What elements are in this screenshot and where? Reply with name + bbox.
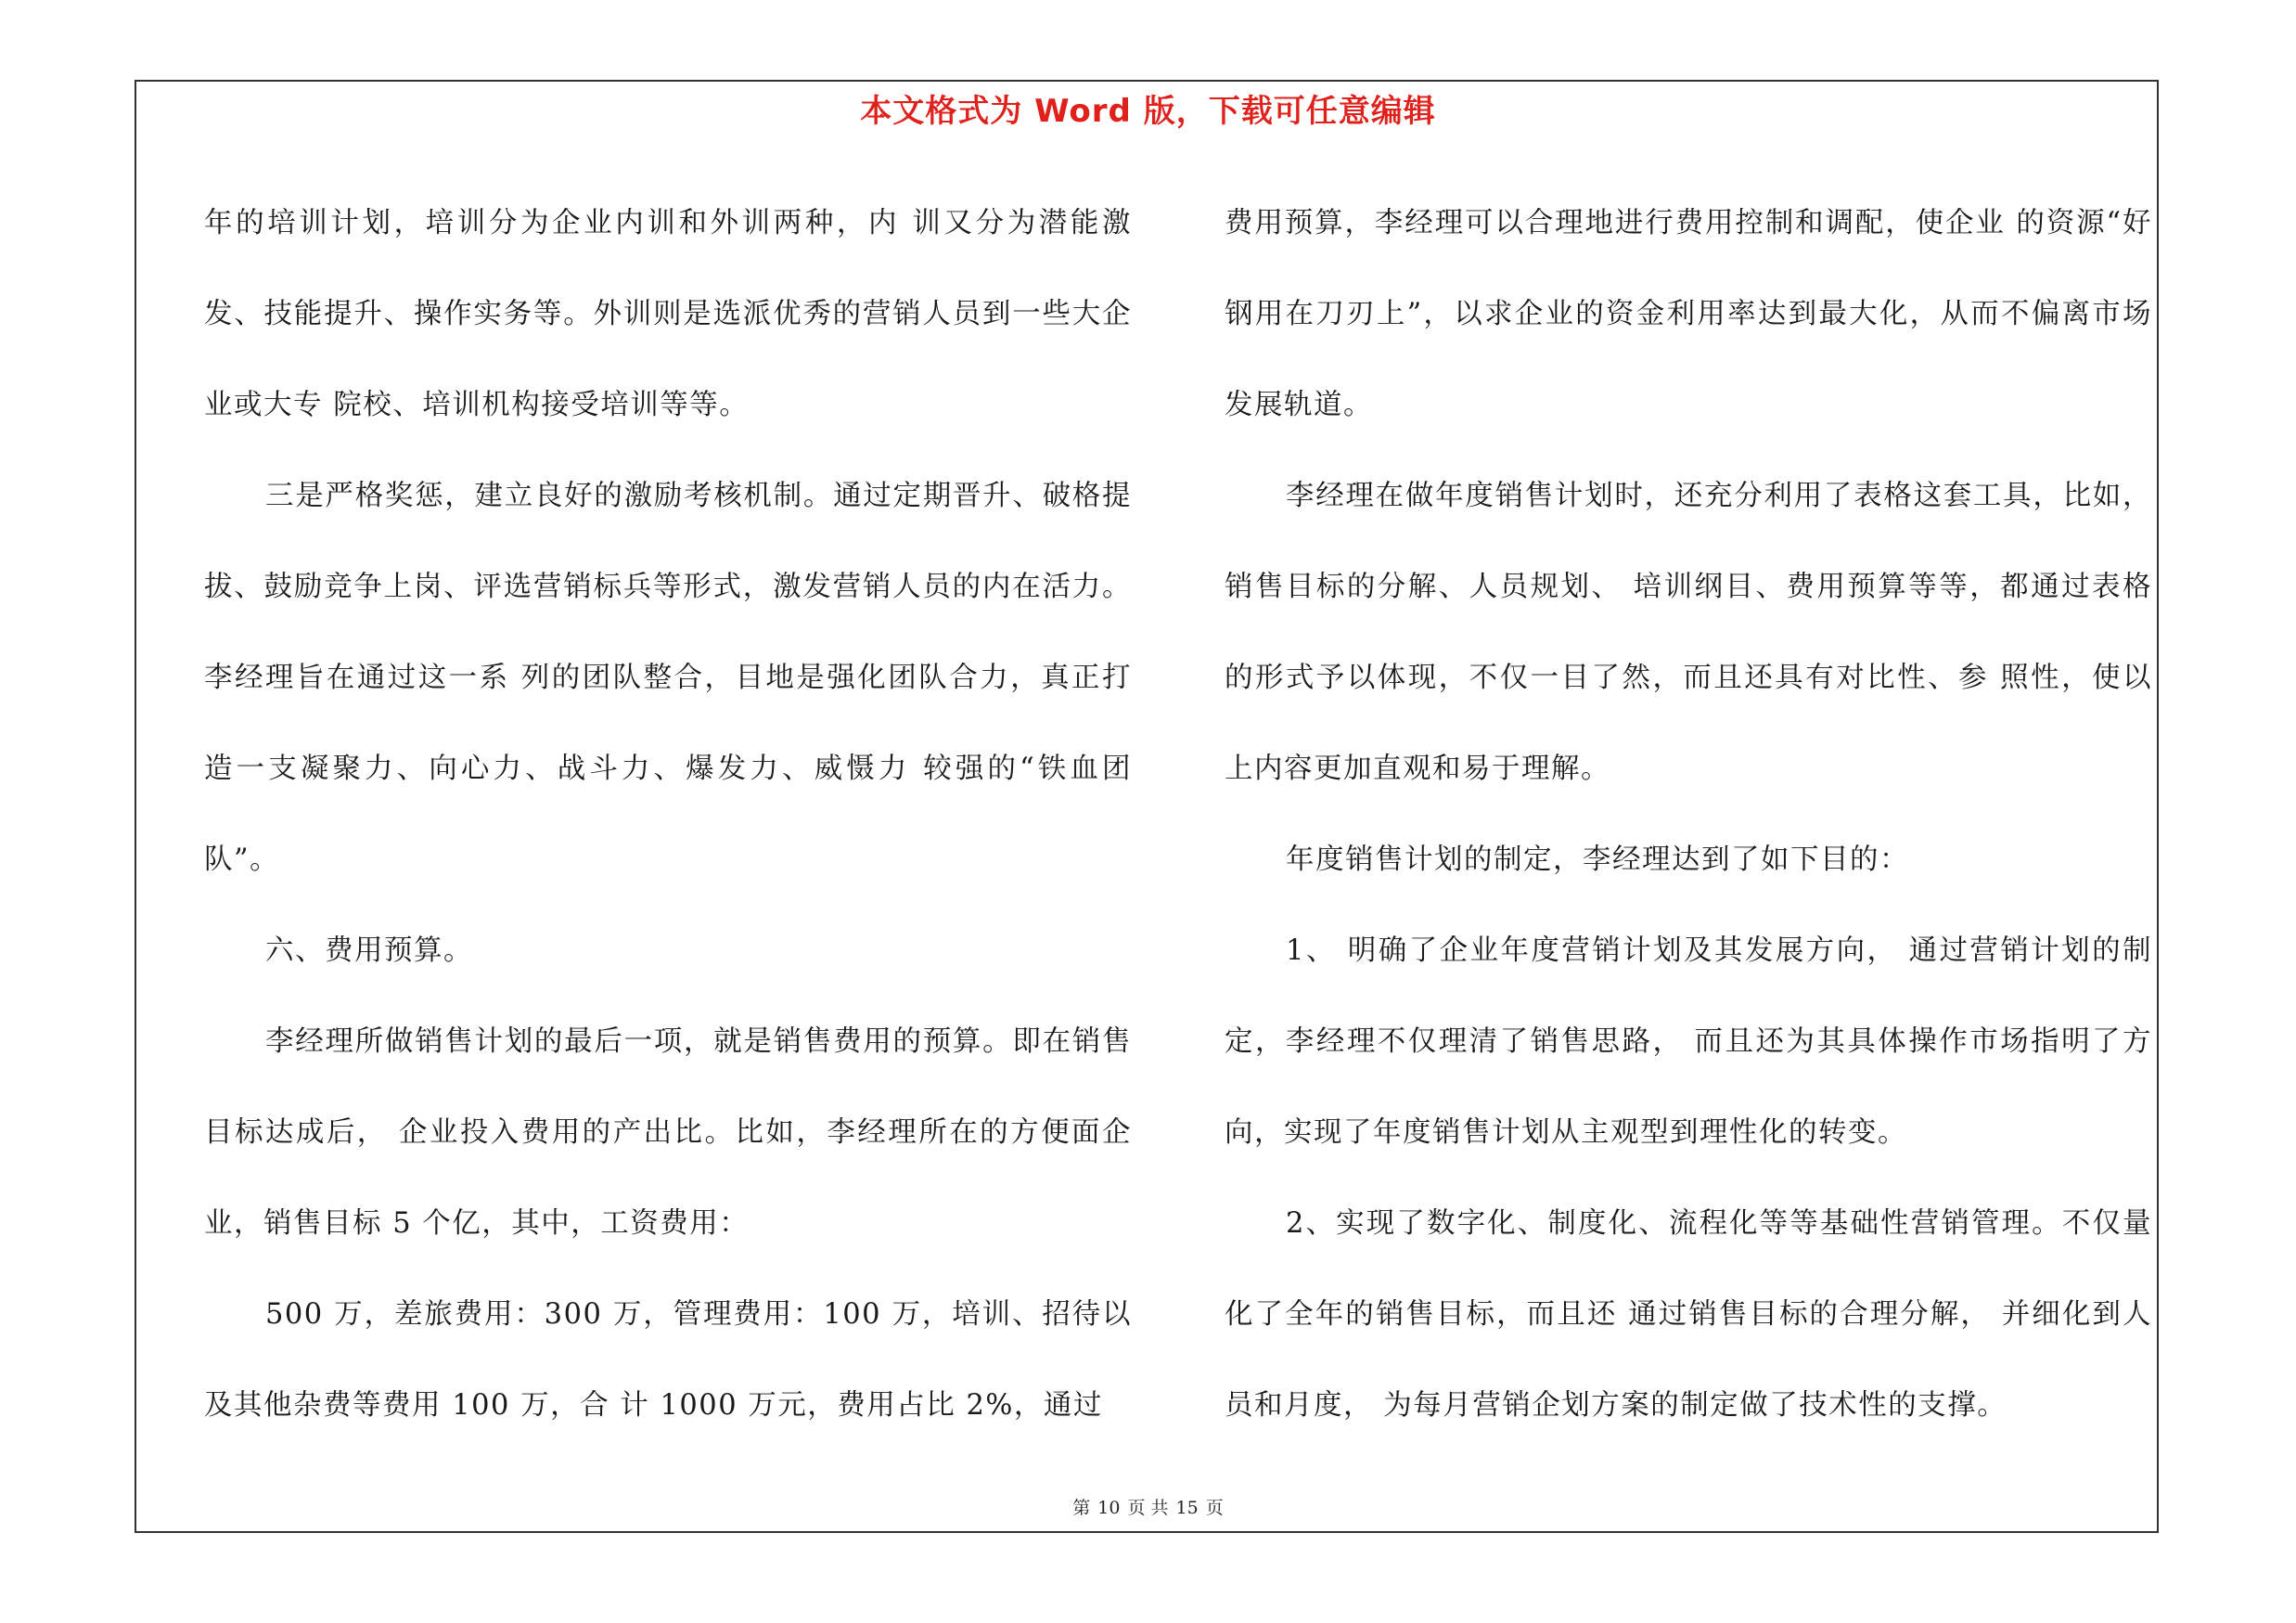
word-format-banner: 本文格式为 Word 版，下载可任意编辑 bbox=[860, 93, 1436, 130]
footer-middle: 页 共 bbox=[1127, 1498, 1169, 1518]
paragraph: 李经理在做年度销售计划时，还充分利用了表格这套工具，比如，销售目标的分解、人员规划、 培训纲目、费用预算等等，都通过表格的形式予以体现，不仅一目了然，而且还具有对比性、参 照性，使以上内容更加直观和易于理解。 bbox=[1225, 480, 2152, 785]
paragraph: 李经理所做销售计划的最后一项，就是销售费用的预算。即在销售目标达成后， 企业投入费用的产出比。比如，李经理所在的方便面企业，销售目标 5 个亿，其中，工资费用： bbox=[204, 1025, 1132, 1240]
paragraph: 年度销售计划的制定，李经理达到了如下目的： bbox=[1286, 844, 1909, 876]
paragraph: 三是严格奖惩，建立良好的激励考核机制。通过定期晋升、破格提拔、鼓励竞争上岗、评选营销标兵等形式，激发营销人员的内在活力。李经理旨在通过这一系 列的团队整合，目地是强化团队合力，真正打造一支凝聚力、向心力、战斗力、爆发力、威慑力 较强的“铁血团队”。 bbox=[204, 480, 1132, 876]
paragraph: 1、 明确了企业年度营销计划及其发展方向， 通过营销计划的制定，李经理不仅理清了销售思路， 而且还为其具体操作市场指明了方向，实现了年度销售计划从主观型到理性化的转变。 bbox=[1225, 934, 2152, 1149]
right-text-column bbox=[1225, 178, 2152, 1440]
total-page-count: 15 bbox=[1175, 1498, 1199, 1518]
page-number-footer bbox=[0, 1494, 2296, 1519]
left-text-column bbox=[204, 178, 1132, 1440]
footer-prefix: 第 bbox=[1072, 1498, 1091, 1518]
footer-suffix: 页 bbox=[1205, 1498, 1224, 1518]
paragraph: 2、实现了数字化、制度化、流程化等等基础性营销管理。不仅量化了全年的销售目标，而且还 通过销售目标的合理分解， 并细化到人员和月度， 为每月营销企划方案的制定做了技术性的支撑。 bbox=[1225, 1207, 2152, 1422]
paragraph: 年的培训计划，培训分为企业内训和外训两种，内 训又分为潜能激发、技能提升、操作实务等。外训则是选派优秀的营销人员到一些大企业或大专 院校、培训机构接受培训等等。 bbox=[204, 207, 1132, 421]
section-heading: 六、费用预算。 bbox=[265, 934, 473, 967]
paragraph: 费用预算，李经理可以合理地进行费用控制和调配，使企业 的资源“好钢用在刀刃上”，以求企业的资金利用率达到最大化，从而不偏离市场发展轨道。 bbox=[1225, 207, 2152, 421]
paragraph: 500 万，差旅费用：300 万，管理费用：100 万，培训、招待以及其他杂费等费用 100 万，合 计 1000 万元，费用占比 2%，通过 bbox=[204, 1298, 1132, 1422]
current-page-number: 10 bbox=[1097, 1498, 1121, 1518]
